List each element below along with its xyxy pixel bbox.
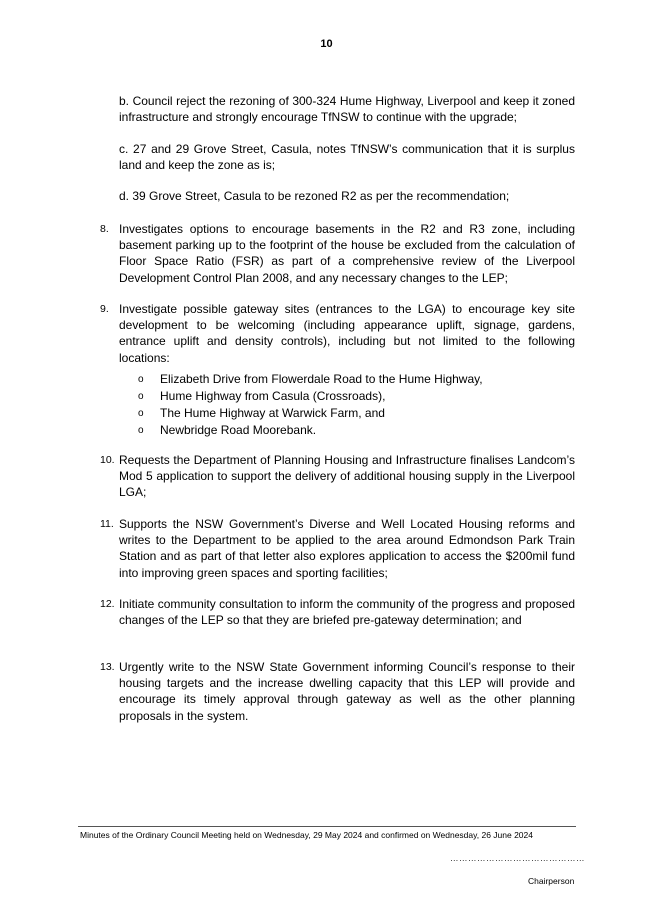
list-item: o Elizabeth Drive from Flowerdale Road to the Hume Highway, [138,372,483,386]
list-item: o The Hume Highway at Warwick Farm, and [138,406,385,420]
chairperson-label: Chairperson [528,876,575,886]
item-number: 10. [100,454,115,466]
item-number: 8. [100,223,109,235]
sub-item-c [119,141,575,173]
item-text: Urgently write to the NSW State Government informing Council’s response to their housing targets and the increase dwelling capacity that this LEP will provide and encourage its timely approval through gateway as well as the other planning proposals in the system. [119,660,575,723]
locations-list [138,371,483,439]
bullet-icon: o [138,425,144,436]
list-item: o Newbridge Road Moorebank. [138,423,317,437]
item-number: 13. [100,661,115,673]
item-text: Investigate possible gateway sites (entrances to the LGA) to encourage key site development to be welcoming (including appearance uplift, signage, gardens, entrance uplift and density controls), including but not limited to the following locations: [119,302,575,365]
sub-item-label: b. [119,94,130,108]
page-number: 10 [320,38,333,50]
sub-item-d [119,188,575,204]
footer-divider [78,826,576,827]
item-text: Supports the NSW Government’s Diverse and Well Located Housing reforms and writes to the Department to be applied to the area around Edmondson Park Train Station and as part of that letter also explores application to access the $200mil fund into improving green spaces and sporting facilities; [119,517,575,580]
item-number: 11. [100,518,114,530]
item-number: 12. [100,598,115,610]
item-text: Investigates options to encourage basements in the R2 and R3 zone, including basement parking up to the footprint of the house be excluded from the calculation of Floor Space Ratio (FSR) as part of a comprehensive review of the Liverpool Development Control Plan 2008, and any necessary changes to the LEP; [119,222,575,285]
bullet-icon: o [138,391,144,402]
item-text: Requests the Department of Planning Housing and Infrastructure finalises Landcom’s Mod 5 application to support the delivery of additional housing supply in the Liverpool LGA; [119,453,575,500]
sub-item-b [119,93,575,125]
footer-minutes-text: Minutes of the Ordinary Council Meeting held on Wednesday, 29 May 2024 and confirmed on Wednesday, 26 June 2024 [80,830,533,840]
signature-line: ……………………………………… [450,853,585,863]
sub-item-text: Council reject the rezoning of 300-324 Hume Highway, Liverpool and keep it zoned infrastructure and strongly encourage TfNSW to continue with the upgrade; [119,94,575,125]
sub-item-text: 39 Grove Street, Casula to be rezoned R2 as per the recommendation; [132,189,510,203]
sub-item-label: c. [119,142,129,156]
bullet-icon: o [138,408,144,419]
list-item: o Hume Highway from Casula (Crossroads), [138,389,386,403]
sub-item-text: 27 and 29 Grove Street, Casula, notes TfNSW’s communication that it is surplus land and keep the zone as is; [119,142,575,173]
sub-item-label: d. [119,189,130,203]
bullet-icon: o [138,374,144,385]
item-text: Initiate community consultation to inform the community of the progress and proposed changes of the LEP so that they are briefed pre-gateway determination; and [119,597,575,628]
item-number: 9. [100,303,109,315]
